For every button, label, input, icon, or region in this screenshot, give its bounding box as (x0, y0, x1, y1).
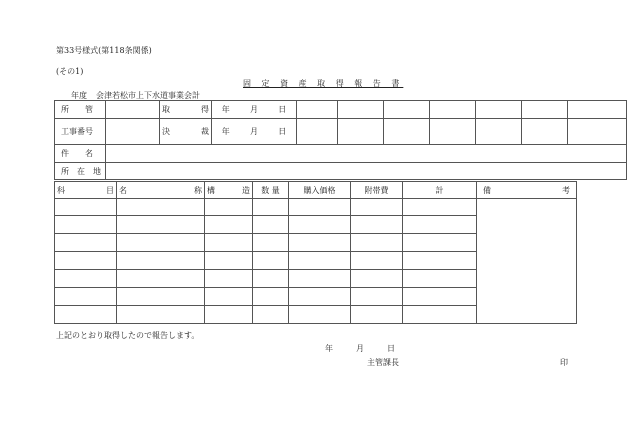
col-incidental: 附帯費 (351, 182, 403, 199)
upper-cell (476, 119, 522, 145)
col-name: 名 称 (117, 182, 205, 199)
fiscal-year-label: 年度 (71, 91, 87, 100)
acquisition-day: 日 (269, 101, 297, 119)
approval-month: 月 (240, 119, 269, 145)
upper-cell (384, 119, 430, 145)
approval-day: 日 (269, 119, 297, 145)
upper-cell (297, 101, 338, 119)
acquisition-month: 月 (240, 101, 269, 119)
approval-year: 年 (212, 119, 240, 145)
subject-value (106, 145, 627, 163)
location-label: 所 在 地 (55, 163, 106, 180)
report-year: 年 (325, 344, 333, 353)
approval-label: 決 裁 (160, 119, 212, 145)
header-info-table (54, 100, 627, 180)
acquisition-label: 取 得 (160, 101, 212, 119)
col-price: 購入価格 (289, 182, 351, 199)
asset-detail-table (54, 181, 577, 324)
form-number: 第33号様式(第118条関係) (56, 46, 152, 55)
account-name: 会津若松市上下水道事業会計 (96, 91, 200, 100)
upper-cell (297, 119, 338, 145)
col-item: 科 目 (55, 182, 117, 199)
seal-mark: 印 (560, 358, 568, 367)
location-value (106, 163, 627, 180)
form-part: (その1) (56, 67, 84, 76)
upper-cell (338, 101, 384, 119)
upper-cell (430, 101, 476, 119)
col-remarks: 備 考 (477, 182, 577, 199)
upper-cell (568, 119, 627, 145)
upper-cell (338, 119, 384, 145)
report-statement: 上記のとおり取得したので報告します。 (56, 331, 200, 340)
report-month: 月 (356, 344, 364, 353)
acquisition-year: 年 (212, 101, 240, 119)
upper-cell (522, 101, 568, 119)
subject-label: 件 名 (55, 145, 106, 163)
report-day: 日 (387, 344, 395, 353)
jurisdiction-value (106, 101, 160, 119)
upper-cell (522, 119, 568, 145)
col-quantity: 数 量 (253, 182, 289, 199)
col-structure: 構 造 (205, 182, 253, 199)
col-total: 計 (403, 182, 477, 199)
upper-cell (476, 101, 522, 119)
chief-label: 主管課長 (367, 358, 399, 367)
upper-cell (568, 101, 627, 119)
remarks-cell (477, 199, 577, 324)
upper-cell (384, 101, 430, 119)
upper-cell (430, 119, 476, 145)
work-number-label: 工事番号 (55, 119, 106, 145)
jurisdiction-label: 所 管 (55, 101, 106, 119)
work-number-value (106, 119, 160, 145)
document-title: 固 定 資 産 取 得 報 告 書 (243, 79, 404, 88)
table-row (55, 199, 577, 216)
